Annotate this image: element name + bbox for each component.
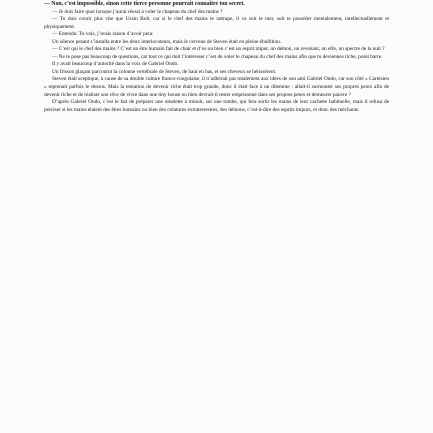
paragraph-7: — Ne te pose pas beaucoup de questions, car tout ce qui doit t’intéresser c’est de voler le chapeau du chef des mains afin que tu deviennes riche, point barre. bbox=[52, 53, 383, 60]
paragraph-10: Steven était sceptique, à cause de sa double culture franco-congolaise, il n’adhérait pas totalement aux idées de son ami Gabriel Ondo, car son côté « Cartésien » reprenait parfois le dessus. Mais la tentation de devenir riche était trop grande, donc il était face à un dilemme : allait-il surmonter ses propres peurs afin de devenir riche et de réaliser son rêve de vivre dans une tiny house ou bien devrait-il rester emprisonné dans ses propres peurs et demeurer pauvre ? bbox=[44, 76, 389, 98]
paragraph-2: — Je dois faire quoi lorsque j’aurai réussi à voler le chapeau du chef des mains ? bbox=[52, 8, 223, 15]
paragraph-6: — C’est qui le chef des mains ? C’est un être humain fait de chair et d’os ou bien c’est un esprit impur, un démon, un revenant, un elfe, un spectre de la nuit ? bbox=[52, 46, 385, 53]
paragraph-9: Un frisson glaçant parcourut la colonne vertébrale de Steven, de haut en bas, et ses cheveux se hérissèrent. bbox=[52, 68, 277, 75]
text-block bbox=[44, 1, 389, 114]
paragraph-4: — Entendu. Tu vois, j’avais raison d’avoir peur. bbox=[52, 31, 154, 38]
paragraph-1: — Non, c’est impossible, sinon cette tierce personne pourrait connaître ton secret. bbox=[44, 1, 245, 7]
paragraph-3: — Tu dois courir plus vite que Ussin Bolt, car si le chef des mains te rattrape, il va soit te tuer, soit te posséder mentalement, intellectuellement et physiquement. bbox=[44, 16, 389, 30]
paragraph-5: Un silence pesant s’installa entre les deux interlocuteurs, mais le cerveau de Steven était en pleine ébullition. bbox=[52, 38, 282, 45]
paragraph-8: Il y avait beaucoup d’autorité dans la voix de Gabriel Ondo. bbox=[52, 61, 179, 68]
paragraph-11: D’après Gabriel Ondo, c’est le fait de préparer une omelette à minuit, sur une tombe, qui fera sortir les mains de leur cachette habituelle, mais il refusa de préciser si les mains étaient des êtres humains ou bien des créatures extraterrestres, des démons, c’est-à-dire des esprits impurs, et donc des méchants. bbox=[44, 99, 389, 113]
